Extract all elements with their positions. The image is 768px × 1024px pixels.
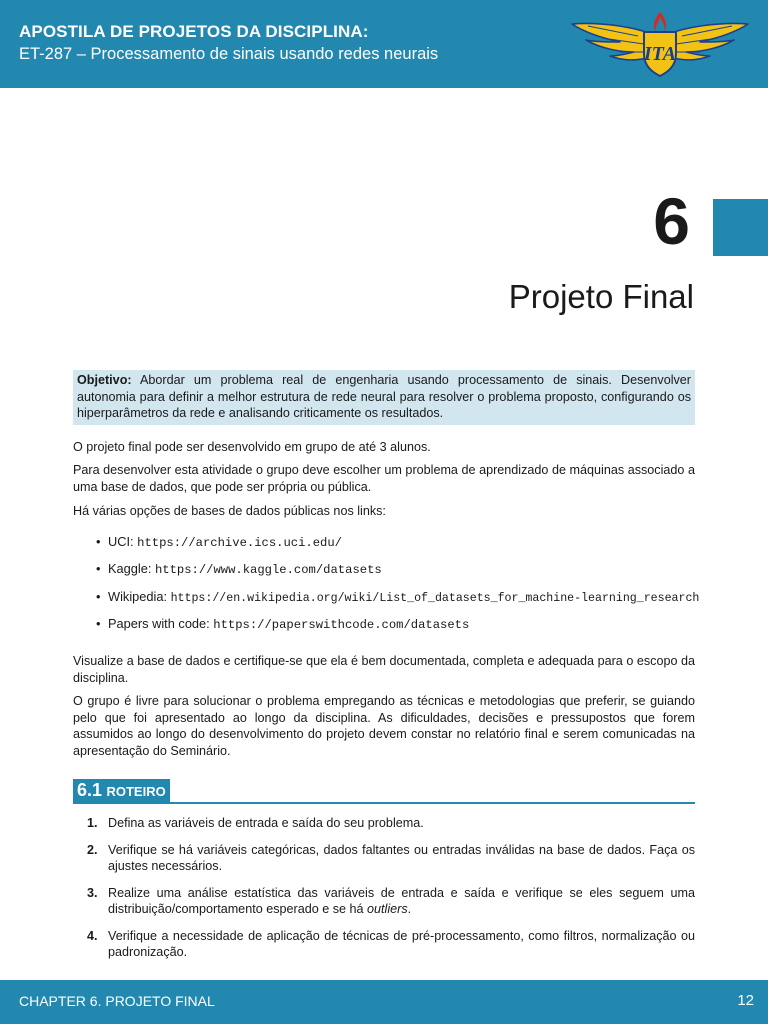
paragraph: Para desenvolver esta atividade o grupo deve escolher um problema de aprendizado de máquinas associado a uma base de dados, que pode ser própria ou pública. — [73, 463, 695, 494]
list-item — [96, 589, 699, 616]
dataset-links-list — [96, 534, 699, 643]
dataset-link[interactable]: https://archive.ics.uci.edu/ — [137, 536, 342, 550]
list-item — [87, 842, 695, 875]
header-title: APOSTILA DE PROJETOS DA DISCIPLINA: — [19, 22, 369, 41]
objective-text: Abordar um problema real de engenharia usando processamento de sinais. Desenvolver autonomia para definir a melhor estrutura de rede neural para resolver o problema proposto, configurando os hiperparâmetros da rede e analisando criticamente os resultados. — [77, 373, 691, 421]
dataset-link[interactable]: https://www.kaggle.com/datasets — [154, 563, 382, 578]
step-number: 1. — [87, 816, 98, 830]
chapter-title: Projeto Final — [508, 278, 694, 315]
step-number: 2. — [87, 842, 98, 857]
step-number: 4. — [87, 928, 98, 943]
step-text: Realize uma análise estatística das variáveis de entrada e saída e verifique se eles seguem uma distribuição/comportamento esperado e se há — [108, 885, 695, 916]
footer-chapter: CHAPTER 6. PROJETO FINAL — [19, 993, 215, 1009]
link-label: UCI: — [108, 534, 134, 549]
paragraph: Há várias opções de bases de dados públicas nos links: — [73, 504, 386, 518]
section-number: 6.1 — [77, 780, 103, 800]
list-item — [96, 534, 699, 561]
step-text-end: . — [407, 902, 412, 916]
step-text: Verifique se há variáveis categóricas, dados faltantes ou entradas inválidas na base de dados. Faça os ajustes necessários. — [108, 842, 695, 873]
header-subtitle: ET-287 – Processamento de sinais usando redes neurais — [19, 45, 439, 63]
section-tag — [73, 779, 170, 802]
list-item — [87, 885, 695, 918]
list-item — [96, 561, 699, 588]
objective-label: Objetivo: — [77, 373, 132, 387]
step-text: Verifique a necessidade de aplicação de técnicas de pré-processamento, como filtros, normalização ou padronização. — [108, 928, 695, 959]
dataset-link[interactable]: https://paperswithcode.com/datasets — [213, 617, 470, 632]
link-label: Papers with code: — [108, 615, 210, 631]
section-title: ROTEIRO — [106, 784, 166, 799]
paragraph: O projeto final pode ser desenvolvido em grupo de até 3 alunos. — [73, 440, 431, 454]
page-header — [0, 0, 768, 88]
paragraph: O grupo é livre para solucionar o problema empregando as técnicas e metodologias que preferir, se guiando pelo que foi apresentado ao longo da disciplina. As dificuldades, decisões e pressupostos que forem assumidos ao longo do desenvolvimento do projeto devem constar no relatório final e serem comunicadas na apresentação do Seminário. — [73, 694, 695, 758]
logo-lettering: ITA — [643, 43, 677, 65]
paragraph: Visualize a base de dados e certifique-se que ela é bem documentada, completa e adequada para o escopo da disciplina. — [73, 654, 695, 685]
page-footer — [0, 980, 768, 1024]
step-emphasis: outliers — [367, 902, 408, 916]
step-number: 3. — [87, 885, 98, 900]
list-item — [87, 928, 695, 961]
chapter-accent-block — [713, 199, 768, 256]
dataset-link[interactable]: https://en.wikipedia.org/wiki/List_of_datasets_for_machine-learning_research — [170, 591, 700, 605]
list-item — [96, 616, 699, 643]
list-item — [87, 815, 695, 832]
page-number: 12 — [737, 992, 754, 1009]
ita-logo — [568, 8, 752, 80]
step-text: Defina as variáveis de entrada e saída do seu problema. — [108, 816, 424, 830]
chapter-number: 6 — [653, 184, 690, 258]
link-label: Kaggle: — [108, 561, 152, 577]
objective-box — [73, 370, 695, 425]
steps-list — [87, 815, 695, 971]
section-heading — [73, 779, 695, 804]
link-label: Wikipedia: — [108, 588, 168, 604]
